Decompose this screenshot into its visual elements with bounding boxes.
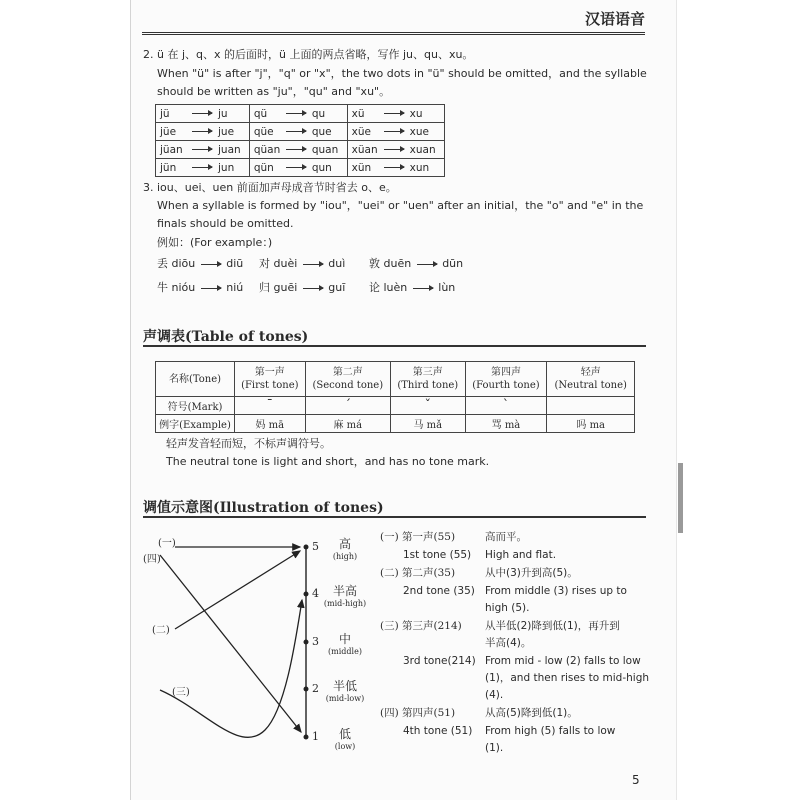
u-original: qü (253, 107, 268, 120)
u-table-cell (249, 123, 347, 141)
level-en: (mid-low) (325, 694, 365, 703)
arrow-icon (201, 288, 221, 289)
example-original: 牛 nióu (157, 281, 196, 294)
example-original: 敦 duēn (369, 257, 412, 270)
curve-label-3: (三) (172, 687, 190, 698)
u-table-cell (249, 159, 347, 177)
level-dot (304, 640, 309, 645)
u-table-cell (347, 123, 444, 141)
tone-mark: ˊ (305, 397, 390, 415)
level-label (318, 535, 372, 561)
arrow-icon (286, 167, 306, 168)
curve-label-1: (一) (158, 538, 176, 549)
tone-name-en: (Second tone) (312, 380, 384, 391)
t4-cn-desc: 从高(5)降到低(1)。 (485, 707, 578, 719)
tone-name-cn: 轻声 (580, 367, 601, 378)
example-item (157, 257, 243, 271)
example-item (259, 281, 345, 295)
scrollbar-thumb[interactable] (678, 463, 683, 533)
t2-cn-desc: 从中(3)升到高(5)。 (485, 567, 578, 579)
u-written: xue (409, 125, 429, 138)
u-table-row (156, 123, 445, 141)
example-original: 丢 diōu (157, 257, 196, 270)
tone3-curve (160, 600, 302, 737)
u-table-row (156, 105, 445, 123)
section-divider (143, 516, 646, 518)
level-cn: 半低 (332, 679, 357, 693)
t1-cn: (一) 第一声(55) (380, 531, 456, 543)
t3-cn-desc-1: 从半低(2)降到低(1)，再升到 (485, 620, 620, 632)
u-written: jue (218, 125, 235, 138)
header-title: 汉语语音 (584, 10, 645, 28)
tone-row-label: 符号(Mark) (156, 397, 235, 415)
u-table-row (156, 159, 445, 177)
t3-en-desc-1: From mid - low (2) falls to low (485, 655, 641, 667)
arrow-icon (192, 149, 212, 150)
illus-section-title: 调值示意图(Illustration of tones) (143, 500, 384, 516)
tone-name-cn: 第四声 (490, 367, 521, 378)
tone-example: 骂 mà (465, 415, 547, 433)
arrow-icon (413, 288, 433, 289)
level-label (318, 725, 372, 751)
u-original: jüan (160, 143, 183, 156)
level-dot (304, 735, 309, 740)
u-table-cell (347, 105, 444, 123)
u-written: juan (218, 143, 241, 156)
tone-example: 妈 mā (235, 415, 306, 433)
tone-name-cell (547, 362, 635, 397)
u-table-cell (156, 159, 250, 177)
rule3-cn: 3. iou、uei、uen 前面加声母成音节时省去 o、e。 (143, 181, 397, 194)
example-original: 归 guēi (259, 281, 298, 294)
level-dot (304, 687, 309, 692)
t2-en: 2nd tone (35) (403, 585, 475, 597)
example-result: guī (328, 281, 346, 294)
arrow-icon (286, 131, 306, 132)
section-divider (143, 345, 646, 347)
arrow-icon (286, 113, 306, 114)
u-table-cell (156, 105, 250, 123)
arrow-icon (201, 264, 221, 265)
u-original: xüan (351, 143, 378, 156)
t4-cn: (四) 第四声(51) (380, 707, 456, 719)
tone-name-cell (305, 362, 390, 397)
tone-name-cell (465, 362, 547, 397)
u-written: jun (218, 161, 235, 174)
arrow-icon (303, 288, 323, 289)
arrow-icon (417, 264, 437, 265)
arrow-icon (192, 113, 212, 114)
tone-name-en: (First tone) (241, 380, 299, 391)
level-dot (304, 545, 309, 550)
u-written: qun (311, 161, 332, 174)
neutral-note-en: The neutral tone is light and short，and has no tone mark. (166, 455, 490, 468)
level-label (318, 630, 372, 656)
t4-en: 4th tone (51) (403, 725, 473, 737)
tone-name-cell (391, 362, 465, 397)
tone-mark (547, 397, 635, 415)
t1-cn-desc: 高而平。 (485, 531, 527, 543)
tone-example: 马 mǎ (391, 415, 465, 433)
arrow-icon (303, 264, 323, 265)
example-label: 例如：(For example：) (157, 236, 273, 249)
neutral-note-cn: 轻声发音轻而短，不标声调符号。 (166, 437, 331, 450)
tone-name-cell (235, 362, 306, 397)
example-item (369, 281, 455, 295)
example-result: duì (328, 257, 346, 270)
tone-table (155, 361, 635, 433)
level-cn: 高 (338, 537, 351, 551)
tone-name-en: (Third tone) (397, 380, 459, 391)
u-original: jün (160, 161, 177, 174)
example-item (369, 257, 463, 271)
tone-row-name (156, 362, 635, 397)
rule3-en-1: When a syllable is formed by "iou"，"uei" or "uen" after an initial，the "o" and "e" in the (157, 199, 644, 212)
tone-name-cn: 第一声 (254, 367, 285, 378)
u-table-cell (156, 123, 250, 141)
u-original: qüe (253, 125, 274, 138)
t3-en-desc-2: (1)，and then rises to mid-high (485, 672, 650, 684)
tone-name-en: (Neutral tone) (554, 380, 627, 391)
tone-name-en: (Fourth tone) (472, 380, 540, 391)
t4-en-desc-2: (1). (485, 742, 504, 754)
level-number: 4 (312, 587, 319, 600)
example-result: diū (226, 257, 244, 270)
tones-section-title: 声调表(Table of tones) (143, 329, 309, 345)
arrow-icon (384, 167, 404, 168)
t2-cn: (二) 第二声(35) (380, 567, 456, 579)
u-written: qu (311, 107, 326, 120)
tone-row-label: 例字(Example) (156, 415, 235, 433)
level-en: (low) (334, 742, 356, 751)
level-en: (mid-high) (323, 599, 367, 608)
u-written: xun (409, 161, 430, 174)
level-cn: 半高 (332, 584, 357, 598)
example-result: dūn (442, 257, 464, 270)
u-table-row (156, 141, 445, 159)
u-original: xü (351, 107, 365, 120)
tone2-curve (175, 551, 300, 629)
arrow-icon (384, 113, 404, 114)
u-written: que (311, 125, 332, 138)
u-original: jüe (160, 125, 177, 138)
level-en: (high) (332, 552, 358, 561)
arrow-icon (192, 131, 212, 132)
t2-en-desc-2: high (5). (485, 602, 530, 614)
level-dot (304, 592, 309, 597)
u-original: xüe (351, 125, 371, 138)
tone-row-mark (156, 397, 635, 415)
curve-label-2: (二) (152, 625, 170, 636)
arrow-icon (384, 131, 404, 132)
tone-row-label: 名称(Tone) (156, 362, 235, 397)
t2-en-desc-1: From middle (3) rises up to (485, 585, 627, 597)
tone-name-cn: 第二声 (332, 367, 363, 378)
example-item (259, 257, 345, 271)
t3-cn: (三) 第三声(214) (380, 620, 462, 632)
t3-en-desc-3: (4). (485, 689, 504, 701)
u-original: qün (253, 161, 274, 174)
tone-name-cn: 第三声 (412, 367, 443, 378)
t3-en: 3rd tone(214) (403, 655, 476, 667)
arrow-icon (286, 149, 306, 150)
u-original: qüan (253, 143, 281, 156)
u-table-cell (156, 141, 250, 159)
level-cn: 低 (338, 727, 351, 741)
curve-label-4: (四) (143, 554, 161, 565)
page-number: 5 (632, 773, 640, 787)
tone-row-example (156, 415, 635, 433)
level-label (318, 677, 372, 703)
u-table-cell (347, 159, 444, 177)
u-original: jü (160, 107, 170, 120)
u-written: ju (218, 107, 228, 120)
arrow-icon (384, 149, 404, 150)
page-header (142, 6, 645, 35)
u-table-cell (347, 141, 444, 159)
u-table (155, 104, 445, 177)
example-item (157, 281, 243, 295)
level-number: 5 (312, 540, 319, 553)
level-cn: 中 (338, 632, 351, 646)
tone-example: 麻 má (305, 415, 390, 433)
rule2-en-1: When "ü" is after "j"，"q" or "x"，the two dots in "ü" should be omitted，and the syllable (157, 67, 647, 80)
level-number: 1 (312, 730, 319, 743)
level-number: 3 (312, 635, 319, 648)
example-result: niú (226, 281, 244, 294)
level-en: (middle) (328, 647, 362, 656)
u-written: xu (409, 107, 423, 120)
t3-cn-desc-2: 半高(4)。 (485, 637, 532, 649)
rule3-en-2: finals should be omitted. (157, 217, 294, 230)
u-table-cell (249, 105, 347, 123)
level-number: 2 (312, 682, 319, 695)
example-original: 对 duèi (259, 257, 298, 270)
u-written: xuan (409, 143, 436, 156)
tone-example: 吗 ma (547, 415, 635, 433)
t1-en-desc: High and flat. (485, 549, 557, 561)
rule2-cn: 2. ü 在 j、q、x 的后面时，ü 上面的两点省略，写作 ju、qu、xu。 (143, 48, 474, 61)
u-table-cell (249, 141, 347, 159)
rule2-en-2: should be written as "ju"，"qu" and "xu"。 (157, 85, 391, 98)
example-original: 论 luèn (369, 281, 408, 294)
tone4-curve (160, 555, 301, 732)
t1-en: 1st tone (55) (403, 549, 472, 561)
tone-mark: ˋ (465, 397, 547, 415)
u-written: quan (311, 143, 339, 156)
arrow-icon (192, 167, 212, 168)
u-original: xün (351, 161, 372, 174)
t4-en-desc-1: From high (5) falls to low (485, 725, 616, 737)
level-label (318, 582, 372, 608)
tone-mark: ˉ (235, 397, 306, 415)
example-result: lùn (438, 281, 456, 294)
tone-mark: ˇ (391, 397, 465, 415)
